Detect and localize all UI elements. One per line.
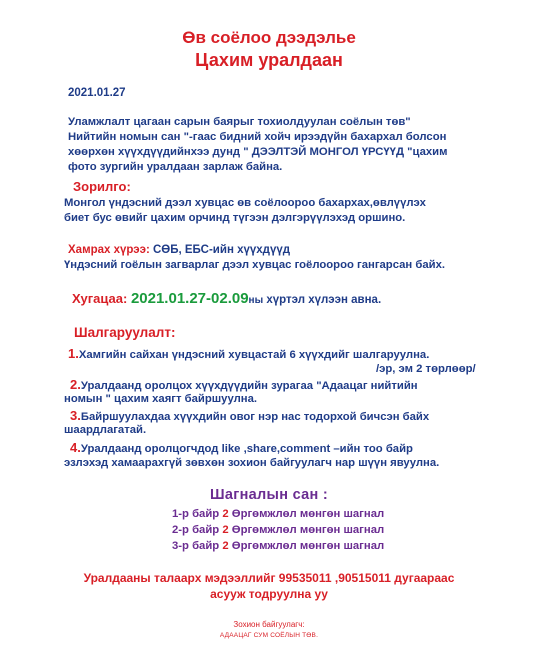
prize-place: 1-р байр (172, 508, 223, 520)
goal-heading: Зорилго: (73, 179, 131, 194)
prize-row-3 (172, 539, 384, 555)
condition-item-1-cont: /эр, эм 2 төрлөөр/ (376, 363, 476, 375)
condition-text: Байршуулахдаа хүүхдийн овог нэр нас тодорхой бичсэн байх (80, 411, 430, 423)
condition-text: Уралдаанд оролцогчдод like ,share,comment –ийн тоо байр (80, 443, 413, 455)
prize-rest: Өргөмжлөл мөнгөн шагнал (228, 540, 385, 552)
prize-place: 2-р байр (172, 524, 223, 536)
prize-count: 2 (222, 524, 229, 536)
condition-item-4 (70, 440, 413, 458)
prize-row-2 (172, 523, 384, 539)
deadline-dates: 2021.01.27-02.09 (130, 290, 249, 307)
deadline-suffix-small: ны (248, 295, 264, 306)
condition-item-2-cont: номын " цахим хаягт байршуулна. (64, 393, 258, 405)
condition-num: 2. (70, 377, 81, 392)
goal-line-2: биет бус өвийг цахим орчинд түгээн дэлгэрүүлэхэд оршино. (64, 212, 406, 224)
condition-num: 4. (70, 440, 81, 455)
goal-line-1: Монгол үндэсний дээл хувцас өв соёлоороо бахархах,өвлүүлэх (64, 197, 426, 209)
condition-text: Хамгийн сайхан үндэсний хувцастай 6 хүүхдийг шалгаруулна. (78, 349, 430, 361)
contact-line-2: асууж тодруулна уу (210, 587, 328, 601)
announcement-date: 2021.01.27 (68, 87, 126, 99)
prize-rest: Өргөмжлөл мөнгөн шагнал (228, 508, 385, 520)
contact-line-1: Уралдааны талаарх мэдээллийг 99535011 ,90515011 дугаараас (83, 571, 455, 585)
prize-count: 2 (222, 540, 229, 552)
prizes-heading: Шагналын сан : (210, 487, 328, 503)
scope-value: СӨБ, ЕБС-ийн хүүхдүүд (149, 244, 291, 256)
prize-row-1 (172, 507, 384, 523)
conditions-heading: Шалгаруулалт: (74, 325, 176, 340)
scope-line-2: Үндэсний гоёлын загварлаг дээл хувцас гоёлоороо гангарсан байх. (64, 259, 445, 271)
intro-line-4: фото зургийн уралдаан зарлаж байна. (68, 161, 283, 173)
intro-line-3: хөөрхөн хүүхдүүдийнхээ дунд " ДЭЭЛТЭЙ МОНГОЛ ҮРСҮҮД "цахим (68, 146, 448, 158)
prize-place: 3-р байр (172, 540, 223, 552)
condition-num: 3. (70, 408, 81, 423)
organizer-label: Зохион байгуулагч: (233, 620, 305, 629)
intro-line-2: Нийтийн номын сан "-гаас бидний хойч ирээдүйн бахархал болсон (68, 131, 447, 143)
title-line-1: Өв соёлоо дээдэлье (182, 28, 356, 47)
condition-item-4-cont: эзлэхэд хамаарахгүй зөвхөн зохион байгуулагч нар шүүн явуулна. (64, 457, 440, 469)
scope-line-1 (68, 243, 290, 259)
intro-line-1: Уламжлалт цагаан сарын баярыг тохиолдуулан соёлын төв" (68, 116, 411, 128)
title-line-2: Цахим уралдаан (195, 50, 343, 70)
prize-count: 2 (222, 508, 229, 520)
condition-item-3-cont: шаардлагатай. (64, 424, 147, 436)
organizer-name: АДААЦАГ СУМ СОЁЛЫН ТӨВ. (219, 632, 319, 639)
scope-label: Хамрах хүрээ: (68, 244, 150, 256)
condition-num: 1. (68, 346, 79, 361)
deadline-label: Хугацаа: (72, 291, 131, 306)
prize-rest: Өргөмжлөл мөнгөн шагнал (228, 524, 385, 536)
condition-text: Уралдаанд оролцох хүүхдүүдийн зурагаа "Адаацаг нийтийн (80, 380, 418, 392)
deadline-line (72, 290, 381, 308)
condition-item-1 (68, 346, 429, 364)
deadline-suffix: хүртэл хүлээн авна. (263, 294, 382, 306)
